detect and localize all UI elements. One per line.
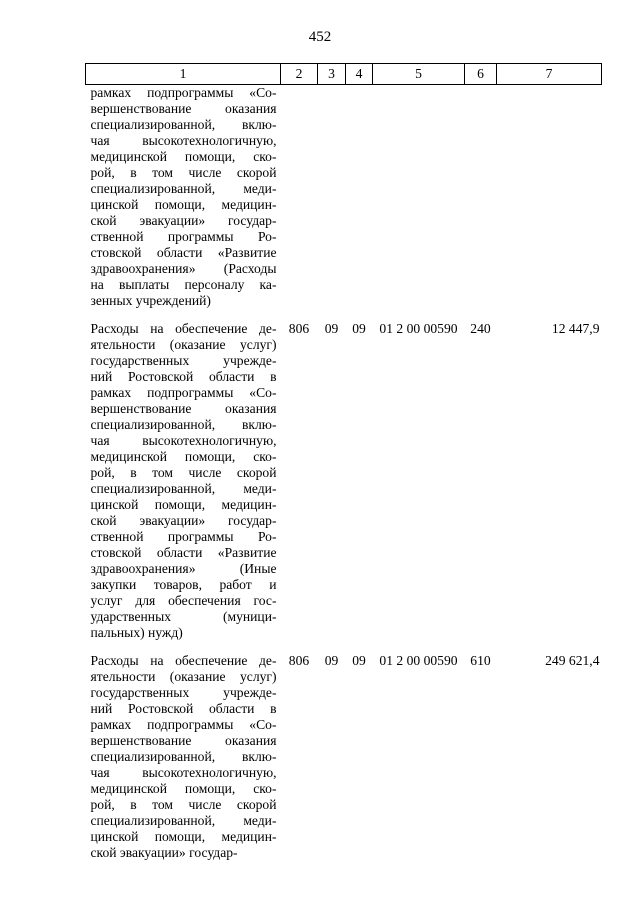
description-line: ственной программы Ро- bbox=[90, 529, 277, 544]
description-line: ятельности (оказание услуг) bbox=[90, 337, 277, 352]
description-line: услуг для обеспечения гос- bbox=[90, 593, 277, 608]
header-col-4: 4 bbox=[346, 64, 373, 85]
row-expense-type: 610 bbox=[470, 653, 491, 668]
description-line: специализированной, меди- bbox=[90, 813, 277, 828]
row-description bbox=[86, 653, 281, 861]
description-line: ственной программы Ро- bbox=[90, 229, 277, 244]
description-line: стовской области «Развитие bbox=[90, 245, 277, 260]
description-line: специализированной, меди- bbox=[90, 181, 277, 196]
row-amount: 12 447,9 bbox=[551, 321, 600, 336]
row-expense-type: 240 bbox=[470, 321, 491, 336]
header-col-2: 2 bbox=[281, 64, 318, 85]
description-line: вершенствование оказания bbox=[90, 401, 277, 416]
description-line: чая высокотехнологичную, bbox=[90, 765, 277, 780]
row-ministry-code: 806 bbox=[288, 653, 310, 668]
header-col-6: 6 bbox=[465, 64, 497, 85]
row-target-article bbox=[373, 85, 465, 322]
description-line: цинской помощи, медицин- bbox=[90, 829, 277, 844]
description-line: цинской помощи, медицин- bbox=[90, 497, 277, 512]
row-ministry-code bbox=[281, 85, 318, 322]
description-line: здравоохранения» (Иные bbox=[90, 561, 277, 576]
row-description bbox=[86, 85, 281, 322]
description-line: ской эвакуации» государ- bbox=[90, 513, 277, 528]
table-header bbox=[86, 64, 602, 85]
description-line: рой, в том числе скорой bbox=[90, 465, 277, 480]
row-description bbox=[86, 321, 281, 653]
description-line: ний Ростовской области в bbox=[90, 369, 277, 384]
description-line: ской эвакуации» государ- bbox=[90, 213, 277, 228]
description-line: ской эвакуации» государ- bbox=[90, 845, 238, 860]
description-line: закупки товаров, работ и bbox=[90, 577, 277, 592]
table-row bbox=[86, 321, 602, 653]
description-line: специализированной, вклю- bbox=[90, 417, 277, 432]
description-line: Расходы на обеспечение де- bbox=[90, 653, 277, 668]
table-body bbox=[86, 85, 602, 862]
row-subsection-code: 09 bbox=[352, 653, 366, 668]
description-line: вершенствование оказания bbox=[90, 101, 277, 116]
description-line: стовской области «Развитие bbox=[90, 545, 277, 560]
description-line: государственных учрежде- bbox=[90, 685, 277, 700]
description-line: чая высокотехнологичную, bbox=[90, 433, 277, 448]
description-line: рой, в том числе скорой bbox=[90, 165, 277, 180]
header-col-3: 3 bbox=[318, 64, 346, 85]
row-section-code bbox=[318, 85, 346, 322]
description-line: здравоохранения» (Расходы bbox=[90, 261, 277, 276]
budget-table bbox=[85, 63, 602, 861]
description-line: ударственных (муници- bbox=[90, 609, 277, 624]
description-line: зенных учреждений) bbox=[90, 293, 211, 308]
description-line: рамках подпрограммы «Со- bbox=[90, 385, 277, 400]
description-line: чая высокотехнологичную, bbox=[90, 133, 277, 148]
row-section-code: 09 bbox=[324, 653, 339, 668]
description-line: на выплаты персоналу ка- bbox=[90, 277, 277, 292]
description-line: пальных) нужд) bbox=[90, 625, 183, 640]
row-subsection-code: 09 bbox=[352, 321, 366, 336]
description-line: медицинской помощи, ско- bbox=[90, 781, 277, 796]
description-line: Расходы на обеспечение де- bbox=[90, 321, 277, 336]
description-line: цинской помощи, медицин- bbox=[90, 197, 277, 212]
description-line: медицинской помощи, ско- bbox=[90, 149, 277, 164]
row-subsection-code bbox=[346, 85, 373, 322]
table-row bbox=[86, 85, 602, 322]
header-col-5: 5 bbox=[373, 64, 465, 85]
description-line: вершенствование оказания bbox=[90, 733, 277, 748]
description-line: специализированной, меди- bbox=[90, 481, 277, 496]
description-line: государственных учрежде- bbox=[90, 353, 277, 368]
row-target-article: 01 2 00 00590 bbox=[379, 653, 458, 668]
row-amount: 249 621,4 bbox=[545, 653, 600, 668]
row-ministry-code: 806 bbox=[288, 321, 310, 336]
description-line: ятельности (оказание услуг) bbox=[90, 669, 277, 684]
row-expense-type bbox=[465, 85, 497, 322]
description-line: специализированной, вклю- bbox=[90, 749, 277, 764]
row-section-code: 09 bbox=[324, 321, 339, 336]
table-row bbox=[86, 653, 602, 861]
description-line: рамках подпрограммы «Со- bbox=[90, 85, 277, 100]
page-number: 452 bbox=[308, 29, 332, 45]
row-amount bbox=[497, 85, 602, 322]
description-line: медицинской помощи, ско- bbox=[90, 449, 277, 464]
description-line: ний Ростовской области в bbox=[90, 701, 277, 716]
description-line: рамках подпрограммы «Со- bbox=[90, 717, 277, 732]
header-row bbox=[86, 64, 602, 85]
header-col-7: 7 bbox=[497, 64, 602, 85]
header-col-1: 1 bbox=[86, 64, 281, 85]
row-target-article: 01 2 00 00590 bbox=[379, 321, 458, 336]
description-line: рой, в том числе скорой bbox=[90, 797, 277, 812]
description-line: специализированной, вклю- bbox=[90, 117, 277, 132]
